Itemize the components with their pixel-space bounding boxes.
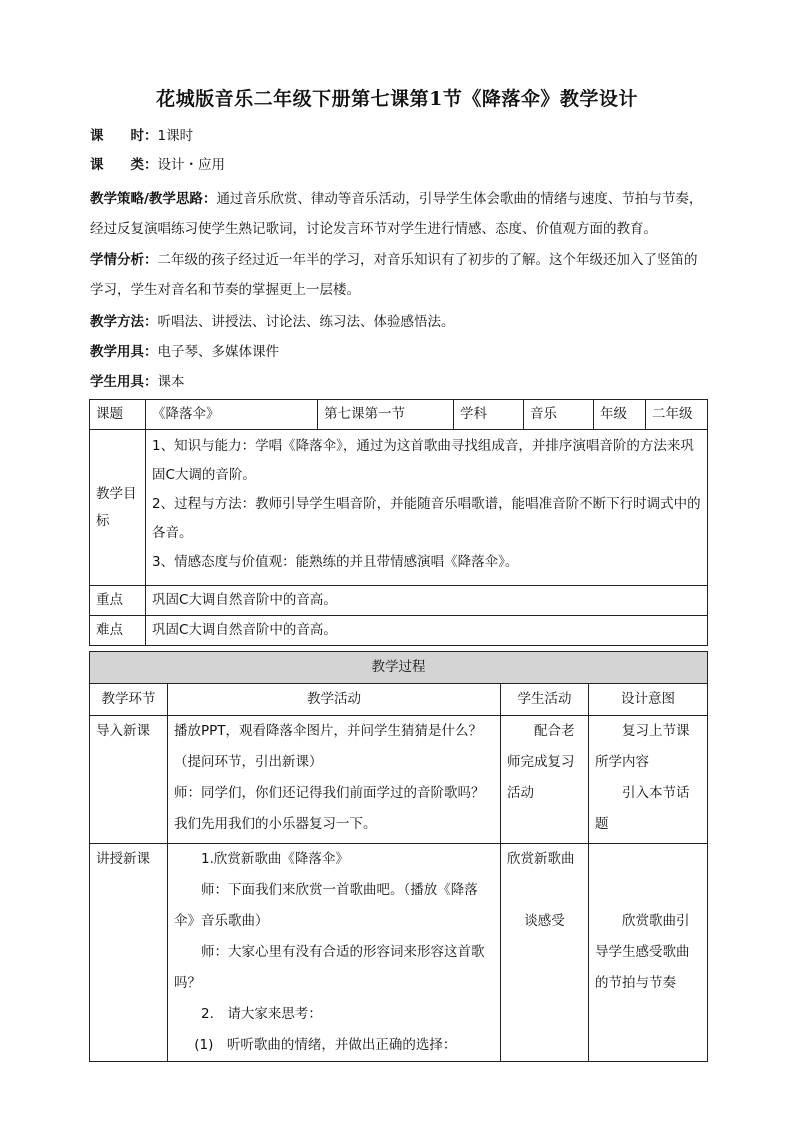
goal-item: 2、过程与方法：教师引导学生唱音阶，并能随音乐唱歌谱，能唱准音阶不断下行时调式中的各音。 [152, 496, 701, 541]
column-header: 学生活动 [501, 684, 589, 716]
class-hours-line [90, 127, 193, 145]
analysis-value: 二年级的孩子经过近一年半的学习，对音乐知识有了初步的了解。这个年级还加入了竖笛的学习，学生对音名和节奏的掌握更上一层楼。 [90, 252, 698, 298]
section-value: 第七课第一节 [318, 400, 454, 430]
strategy-value: 通过音乐欣赏、律动等音乐活动，引导学生体会歌曲的情绪与速度、节拍与节奏，经过反复演唱练习使学生熟记歌词，讨论发言环节对学生进行情感、态度、价值观方面的教育。 [90, 191, 703, 237]
stage-cell: 讲授新课 [90, 844, 168, 1062]
method-value: 听唱法、讲授法、讨论法、练习法、体验感悟法。 [157, 314, 455, 330]
goal-item: 1、知识与能力：学唱《降落伞》，通过为这首歌曲寻找组成音，并排序演唱音阶的方法来巩固C大调的音阶。 [152, 438, 694, 483]
column-header: 教学环节 [90, 684, 168, 716]
tools-line [90, 343, 279, 361]
subject-label: 学科 [454, 400, 524, 430]
activity-text: 播放PPT，观看降落伞图片，并问学生猜猜是什么？（提问环节，引出新课） [174, 723, 483, 770]
class-type-value: 设计・应用 [157, 157, 225, 173]
topic-row [90, 400, 708, 430]
class-type-label: 课 类： [90, 157, 158, 173]
process-column-headers [90, 684, 708, 716]
goal-item: 3、情感态度与价值观：能熟练的并且带情感演唱《降落伞》。 [152, 554, 519, 570]
intent-text: 欣赏歌曲引导学生感受歌曲的节拍与节奏 [595, 913, 690, 991]
method-line [90, 313, 455, 331]
intent-text: 引入本节话题 [595, 785, 690, 832]
table-row [90, 844, 708, 1062]
grade-value: 二年级 [646, 400, 708, 430]
student-tools-label: 学生用具： [90, 374, 158, 390]
student-activity-text: 谈感受 [524, 913, 565, 929]
topic-value: 《降落伞》 [146, 400, 318, 430]
process-header-row [90, 652, 708, 684]
class-hours-value: 1课时 [157, 128, 194, 144]
stage-cell: 导入新课 [90, 716, 168, 844]
key-point-row [90, 586, 708, 616]
activity-text: 师：大家心里有没有合适的形容词来形容这首歌吗？ [174, 944, 485, 991]
goals-label: 教学目标 [90, 430, 146, 586]
goals-cell [146, 430, 708, 586]
activity-text: 师：下面我们来欣赏一首歌曲吧。（播放《降落伞》音乐歌曲） [174, 882, 478, 929]
page-title: 花城版音乐二年级下册第七课第1节《降落伞》教学设计 [156, 88, 638, 110]
activity-text: (1) 听听歌曲的情绪，并做出正确的选择： [194, 1037, 457, 1053]
teaching-process-table [89, 651, 708, 1062]
student-activity-cell: 配合老师完成复习活动 [501, 716, 589, 844]
activity-text: 2. 请大家来思考： [201, 1006, 322, 1022]
student-tools-line [90, 373, 185, 391]
class-type-line [90, 156, 225, 174]
table-row [90, 716, 708, 844]
strategy-paragraph [90, 184, 706, 244]
difficulty-label: 难点 [90, 616, 146, 646]
topic-label: 课题 [90, 400, 146, 430]
key-point-value: 巩固C大调自然音阶中的音高。 [146, 586, 708, 616]
strategy-label: 教学策略/教学思路： [90, 191, 217, 207]
activity-cell [168, 844, 501, 1062]
difficulty-row [90, 616, 708, 646]
intent-text: 复习上节课所学内容 [595, 723, 690, 770]
process-header: 教学过程 [90, 652, 708, 684]
tools-value: 电子琴、多媒体课件 [157, 344, 279, 360]
method-label: 教学方法： [90, 314, 158, 330]
intent-cell [589, 716, 708, 844]
student-tools-value: 课本 [157, 374, 185, 390]
subject-value: 音乐 [524, 400, 594, 430]
difficulty-value: 巩固C大调自然音阶中的音高。 [146, 616, 708, 646]
student-activity-cell [501, 844, 589, 1062]
lesson-info-table [89, 399, 708, 646]
goals-row [90, 430, 708, 586]
tools-label: 教学用具： [90, 344, 158, 360]
column-header: 教学活动 [168, 684, 501, 716]
analysis-label: 学情分析： [90, 252, 158, 268]
class-hours-label: 课 时： [90, 128, 158, 144]
activity-cell [168, 716, 501, 844]
column-header: 设计意图 [589, 684, 708, 716]
activity-text: 师：同学们，你们还记得我们前面学过的音阶歌吗？我们先用我们的小乐器复习一下。 [174, 785, 485, 832]
intent-cell [589, 844, 708, 1062]
activity-text: 1.欣赏新歌曲《降落伞》 [201, 851, 349, 867]
analysis-paragraph [90, 245, 706, 305]
student-activity-text: 欣赏新歌曲 [507, 851, 575, 867]
key-point-label: 重点 [90, 586, 146, 616]
grade-label: 年级 [594, 400, 646, 430]
